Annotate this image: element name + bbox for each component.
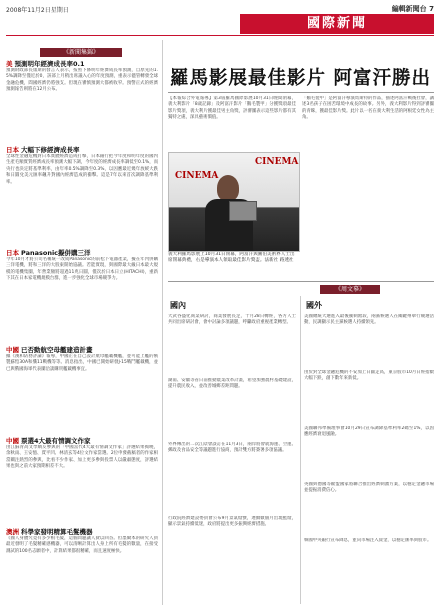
- headline-rule: [168, 92, 434, 93]
- masthead-line: [6, 4, 434, 14]
- page-number: 7: [429, 5, 434, 13]
- domestic-item: 行政院經濟建設委員會公布9月景氣燈號，連續數個月出現藍燈，顯示景氣持續低迷，政府將提出更多振興經濟措施。: [168, 516, 296, 528]
- main-body: 「鵝毛製甲」是阿富汗導演馬斯特的作品，描述阿富汗戰後社會，講述3名孩子在困苦環境中成長的故事。另外，義大利影片得到評審團的青睞，獲最佳影片獎。此片以一名在義大利生活的阿根廷女性為主角。: [302, 96, 434, 121]
- domestic-item: 大武谷盛化商業研討，商業發展長足，十月28日轉經，各方人士共同出席研討會，會中討論多項議題，呼籲政府重視產業轉型。: [168, 314, 296, 326]
- section-banner: 國際新聞: [240, 14, 434, 34]
- photo-caption: 義大利羅馬影展上10月31日閉幕，阿富汗與圖伯美術界人士出席閉幕典禮，右是導演本人領取最佳影片獎盃。法新社 路透社: [168, 252, 295, 264]
- brief-body: 今年10月才將公司名稱統一改成Panasonic的前松下電器產業，擬在年內併購三洋電機，將和三洋的大股東開始協議。若能實現，與國際最大級日本最大規模的電機集團，年營業額將超過11兆日圓，僅次於日本日立(HITACHI)，重新下其在日本家電機規模台群，進一步強化全球市場競爭力。: [6, 257, 158, 282]
- news-brief: [6, 249, 158, 343]
- photo-backdrop-text: CINEMA: [255, 157, 299, 167]
- foreign-item: 美國聯邦準備理事會10月29日宣布調降基準利率2碼至1%，以因應經濟衰退風險。: [304, 426, 434, 438]
- brief-body: 《國人身體究竟有多少根毛髮，這個問題讓人費以回答。但墨爾本的研究人員最近發明了毛髮精確感機器，可以清晰計算出人身上所有毛髮的數量，在接受測試的100名志願者中，計算結果都很精確，而且速度極快。: [6, 536, 158, 554]
- weekly-section-title: 《周文摹》: [320, 285, 380, 294]
- brief-headline: 日本 Panasonic擬併購三洋: [6, 249, 91, 257]
- paper-name: 編輯新聞台 7: [391, 5, 434, 13]
- section-divider: [300, 296, 301, 604]
- news-brief: [6, 528, 158, 608]
- foreign-item: 美國總統大選進入最後衝刺階段，兩黨候選人在關鍵州舉行競選活動，民調顯示民主黨候選人持續領先。: [304, 314, 434, 326]
- news-brief: [6, 437, 158, 525]
- brief-body: 由江蘇青高文學網友參與的「中國當代4大最有情調文作家」評選結果揭曉，余秋雨、王安憶、賈平凹、林清玄等4位文作家當選。2位申發截稿者的作家相當關注熱烈的參與，比看不少作家、加上更多參與投票人以嚴肅態度，評選結果也與之前大家預期相差不大。: [6, 445, 158, 470]
- award-trophy: [229, 201, 257, 221]
- brief-body: 據《漢和防務評論》報導，中國正在自己設計航母艦載機艦，並可能上艦的俄製蘇愷30A和殲11戰機等等。消息指出，中國已開始研發J-15戰鬥艦載機，並已與俄國海軍代表團洽談購買艦載機事宜。: [6, 354, 158, 372]
- person-face: [217, 175, 239, 201]
- section-rule: [168, 281, 434, 282]
- brief-body: 全球性金融危機對日本實體經濟造成打擊，日本銀行把今年度和明年度的國內生產毛額實質經濟成長率預測大幅下調，今年度的經濟成長率調低至0.1%，而央行也決定將基準利率，由年率0.5%調降至0.3%，以因應最近幾年放緩大跌和日圓兌美元匯率飆升對國內經濟造成的衝擊。這是7年以來首次調降基準利率。: [6, 154, 158, 185]
- brief-headline: 澳洲 科學家發明精算毛髮機器: [6, 528, 93, 536]
- domestic-item: 湖南、安徽等省日前推動農業改革計畫，希望加強農村基礎建設，提升農民收入，並改善城鄉差距問題。: [168, 378, 296, 390]
- foreign-title: 國外: [306, 301, 322, 310]
- domestic-item: 外界傳出的二次江陰會談訂在11月3日，兩岸將會就海運、空運、郵政及食品安全等議題進行協商，預計雙方將簽署多項協議。: [168, 442, 296, 454]
- news-brief: [6, 60, 158, 143]
- brief-headline: 中國 已否動航空母艦建造計畫: [6, 346, 93, 354]
- news-photo: [168, 152, 300, 252]
- photo-credit: 路透社: [279, 258, 294, 264]
- foreign-item: 由於對全球金融危機的不安加上日圓走高，東京股市10月日經指數大幅下跌，創下數年來新低。: [304, 370, 434, 382]
- issue-date: 2008年11月2日星期日: [6, 7, 69, 14]
- brief-headline: 中國 票選4大最有情調文作家: [6, 437, 91, 445]
- foreign-list: [304, 314, 434, 588]
- main-headline: 羅馬影展最佳影片 阿富汗勝出: [170, 68, 431, 89]
- column-divider: [162, 40, 163, 605]
- news-brief: [6, 146, 158, 246]
- photo-backdrop-text: CINEMA: [175, 171, 219, 181]
- left-news-list: [6, 60, 158, 608]
- brief-headline: 美 預測明年經濟成長率0.1: [6, 60, 85, 68]
- top-rule: [6, 35, 434, 36]
- foreign-item: 韓國中央銀行宣布降息，並向市場注入資金，以穩定匯率與股市。: [304, 538, 432, 543]
- foreign-item: 英國與德國等歐盟國家將聯合推出經濟刺激方案，以穩定金融市場並提振消費信心。: [304, 482, 434, 494]
- brief-body: 預測財政部長康斯的發言人表示，按照下修明年經濟成長率預測，自原先的1.5%調降至僅近於0，該部上月稍出席議入心的年度預測，重表示儘管轉發全球金融危機，間國經濟仍將強支。但現在審慎預測大都被收窄。預警正式的經濟預測報告則將在12月公布。: [6, 68, 158, 93]
- brief-headline: 日本 大幅下修經濟成長率: [6, 146, 80, 154]
- news-brief: [6, 346, 158, 434]
- domestic-list: [168, 314, 296, 582]
- domestic-title: 國內: [170, 301, 186, 310]
- left-column-title: 《新聞集錦》: [40, 48, 122, 57]
- main-intro: 【本報綜合外電報導】第3屆羅馬國際影展10月31日晚間閉幕，義大利影片「8歲記錄」及阿富汗影片「鵝毛製甲」分獲獎項最佳影片獎項，義大利片獲最佳男主角獎，評審團表示這些影片都有其獨特之處，深具藝術價值。: [168, 96, 296, 121]
